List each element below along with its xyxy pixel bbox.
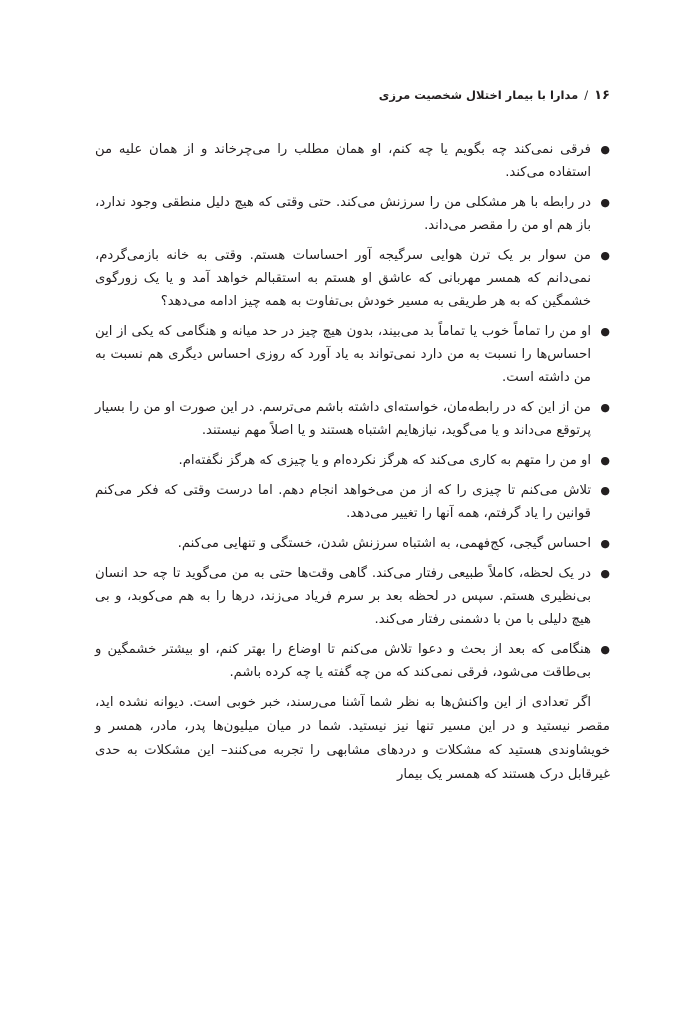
body-paragraph: اگر تعدادی از این واکنش‌ها به نظر شما آشنا می‌رسند، خبر خوبی است. دیوانه نشده اید، مقصر نیستید و در این مسیر تنها نیز نیستید. شما در میان میلیون‌ها پدر، مادر، همسر و خویشاوندی هستید که مشکلات و دردهای مشابهی را تجربه می‌کنند– این مشکلات به حدی غیرقابل درک هستند که همسر یک بیمار bbox=[95, 695, 610, 782]
bullet-icon: ● bbox=[600, 454, 610, 467]
list-item-text: در یک لحظه، کاملاً طبیعی رفتار می‌کند. گاهی وقت‌ها حتی به من می‌گوید تا چه حد انسان بی‌نظیری هستم. سپس در لحظه بعد بر سرم فریاد می‌زند، درها را به هم می‌کوبد، و بی هیچ دلیلی با من با دشمنی رفتار می‌کند. bbox=[95, 566, 591, 627]
list-item bbox=[95, 320, 610, 389]
list-item-text: هنگامی که بعد از بحث و دعوا تلاش می‌کنم تا اوضاع را بهتر کنم، او بیشتر خشمگین و بی‌طاقت می‌شود، فرقی نمی‌کند که من چه گفته یا چه کرده باشم. bbox=[95, 642, 591, 680]
bullet-icon: ● bbox=[600, 567, 610, 580]
list-item bbox=[95, 244, 610, 313]
bullet-icon: ● bbox=[600, 537, 610, 550]
bullet-icon: ● bbox=[600, 249, 610, 262]
running-header bbox=[95, 88, 610, 110]
bullet-icon: ● bbox=[600, 643, 610, 656]
bullet-icon: ● bbox=[600, 143, 610, 156]
list-item-text: در رابطه با هر مشکلی من را سرزنش می‌کند. حتی وقتی که هیچ دلیل منطقی وجود ندارد، باز هم او من را مقصر می‌داند. bbox=[95, 195, 591, 233]
list-item-text: تلاش می‌کنم تا چیزی را که از من می‌خواهد انجام دهم. اما درست وقتی که فکر می‌کنم قوانین را یاد گرفتم، همه آنها را تغییر می‌دهد. bbox=[95, 483, 591, 521]
book-page bbox=[95, 88, 610, 787]
list-item bbox=[95, 638, 610, 684]
chapter-title: مدارا با بیمار اختلال شخصیت مرزی bbox=[378, 88, 579, 102]
list-item-text: من از این که در رابطه‌مان، خواسته‌ای داشته باشم می‌ترسم. در این صورت او من را بسیار پرتوقع می‌داند و یا می‌گوید، نیازهایم اشتباه هستند و یا اصلاً مهم نیستند. bbox=[95, 400, 591, 438]
list-item-text: او من را متهم به کاری می‌کند که هرگز نکرده‌ام و یا چیزی که هرگز نگفته‌ام. bbox=[178, 453, 591, 468]
list-item-text: من سوار بر یک ترن هوایی سرگیجه آور احساسات هستم. وقتی به خانه بازمی‌گردم، نمی‌دانم که همسر مهربانی که عاشق او هستم به استقبالم خواهد آمد و یا یک زورگوی خشمگین که به هر طریقی به مسیر خودش بی‌تفاوت به همه چیز ادامه می‌دهد؟ bbox=[95, 248, 591, 309]
list-item-text: او من را تماماً خوب یا تماماً بد می‌بیند، بدون هیچ چیز در حد میانه و هنگامی که یکی از این احساس‌ها را نسبت به من دارد نمی‌تواند به یاد آورد که روزی احساس دیگری هم نسبت به من داشته است. bbox=[95, 324, 591, 385]
list-item bbox=[95, 138, 610, 184]
list-item-text: احساس گیجی، کج‌فهمی، به اشتباه سرزنش شدن، خستگی و تنهایی می‌کنم. bbox=[177, 536, 591, 551]
list-item bbox=[95, 396, 610, 442]
list-item-text: فرقی نمی‌کند چه بگویم یا چه کنم، او همان مطلب را می‌چرخاند و از همان علیه من استفاده می‌کند. bbox=[95, 142, 591, 180]
list-item bbox=[95, 449, 610, 472]
list-item bbox=[95, 191, 610, 237]
header-separator: / bbox=[584, 88, 589, 102]
list-item bbox=[95, 562, 610, 631]
bullet-icon: ● bbox=[600, 401, 610, 414]
list-item bbox=[95, 479, 610, 525]
bullet-icon: ● bbox=[600, 325, 610, 338]
page-number: ۱۶ bbox=[594, 88, 610, 103]
bullet-list bbox=[95, 138, 610, 684]
bullet-icon: ● bbox=[600, 196, 610, 209]
list-item bbox=[95, 532, 610, 555]
bullet-icon: ● bbox=[600, 484, 610, 497]
